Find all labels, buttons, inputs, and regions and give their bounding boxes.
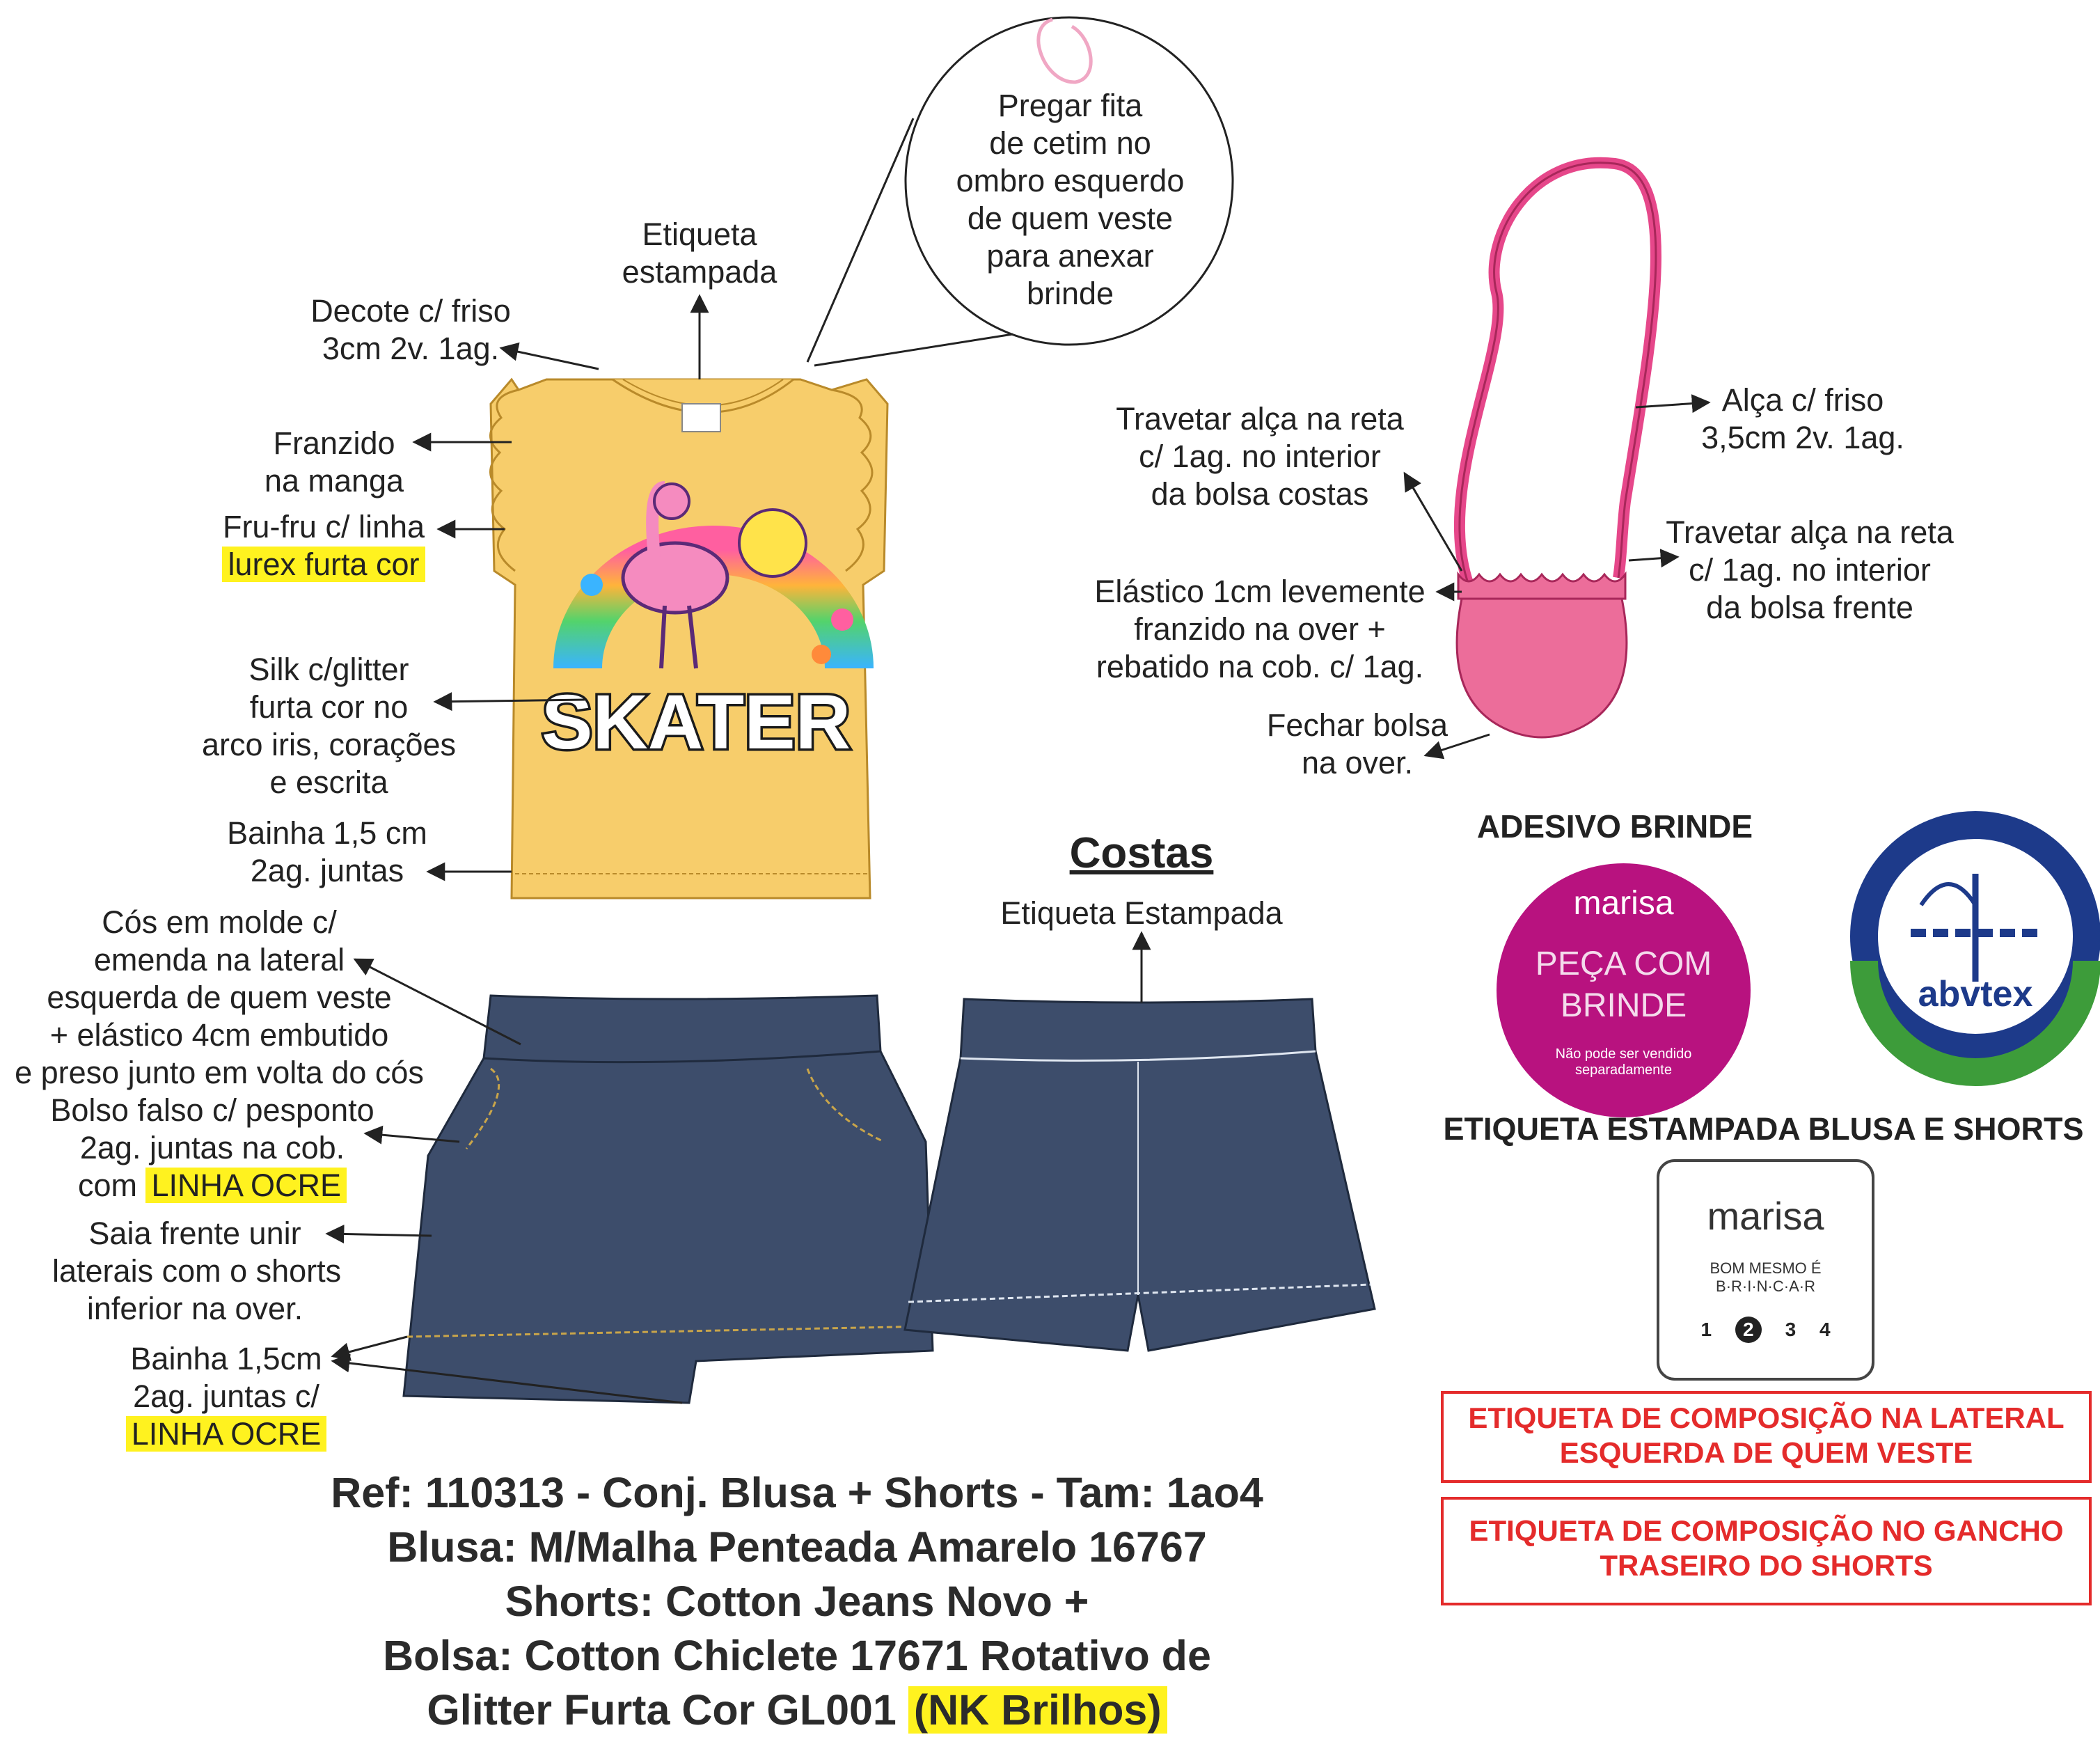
etiqueta-brand: marisa [1707,1194,1824,1238]
adesivo-line1: PEÇA COM [1535,945,1712,982]
shorts-front-drawing [404,996,933,1403]
decote-note: Decote c/ friso 3cm 2v. 1ag. [310,293,511,366]
composicao-lateral-box: ETIQUETA DE COMPOSIÇÃO NA LATERAL ESQUERDA DE QUEM VESTE [1441,1391,2092,1483]
adesivo-badge [1497,863,1751,1117]
adesivo-note1: Não pode ser vendido [1555,1046,1692,1062]
travetar-costas-note: Travetar alça na reta c/ 1ag. no interior da bolsa costas [1116,401,1404,512]
saia-note: Saia frente unir laterais com o shorts inferior na over. [52,1216,342,1326]
costas-title: Costas [1069,829,1214,877]
bag-drawing [1457,163,1656,737]
ribbon-note: Pregar fita de cetim no ombro esquerdo de quem veste para anexar brinde [956,88,1185,311]
elastico-note: Elástico 1cm levemente franzido na over + rebatido na cob. c/ 1ag. [1094,574,1426,684]
etiqueta-sizes: 1 2 3 4 [1659,1317,1872,1343]
travetar-frente-note: Travetar alça na reta c/ 1ag. no interior da bolsa frente [1666,514,1954,625]
alca-note: Alça c/ friso 3,5cm 2v. 1ag. [1701,382,1904,455]
adesivo-brand: marisa [1573,885,1674,922]
abvtex-logo-text: abvtex [1918,974,2033,1014]
etiqueta-heading: ETIQUETA ESTAMPADA BLUSA E SHORTS [1443,1111,2084,1147]
skater-print-word: SKATER [541,679,851,765]
adesivo-note2: separadamente [1575,1062,1672,1078]
etiqueta-tag2: B·R·I·N·C·A·R [1716,1278,1815,1295]
etiqueta-tag [1657,1159,1874,1381]
bolso-note: Bolso falso c/ pesponto 2ag. juntas na cob. com LINHA OCRE [50,1092,374,1203]
adesivo-line2: BRINDE [1560,987,1687,1024]
silk-note: Silk c/glitter furta cor no arco iris, corações e escrita [201,652,457,800]
frufru-note: Fru-fru c/ linha lurex furta cor [222,509,425,582]
cos-note: Cós em molde c/ emenda na lateral esquerda de quem veste + elástico 4cm embutido e preso junto em volta do cós [15,904,424,1090]
etiqueta-estampada-note: Etiqueta estampada [622,217,777,290]
abvtex-seal [1854,815,2097,1072]
fechar-note: Fechar bolsa na over. [1266,707,1448,780]
franzido-note: Franzido na manga [264,425,404,498]
etiqueta-tag1: BOM MESMO É [1710,1259,1822,1277]
etiqueta-costas-note: Etiqueta Estampada [1000,895,1283,931]
bainha-shorts-note: Bainha 1,5cm 2ag. juntas c/ LINHA OCRE [111,1340,341,1453]
shirt-drawing [490,379,887,898]
shorts-back-drawing [905,999,1375,1351]
adesivo-heading: ADESIVO BRINDE [1476,808,1753,844]
reference-block: Ref: 110313 - Conj. Blusa + Shorts - Tam: 1ao4 Blusa: M/Malha Penteada Amarelo 16767 Shorts: Cotton Jeans Novo + Bolsa: Cotton Chiclete 17671 Rotativo de Glitter Furta Cor GL001 (NK Brilhos) [331,1469,1263,1734]
composicao-gancho-box: ETIQUETA DE COMPOSIÇÃO NO GANCHO TRASEIRO DO SHORTS [1441,1497,2092,1605]
bainha-blusa-note: Bainha 1,5 cm 2ag. juntas [227,815,427,888]
